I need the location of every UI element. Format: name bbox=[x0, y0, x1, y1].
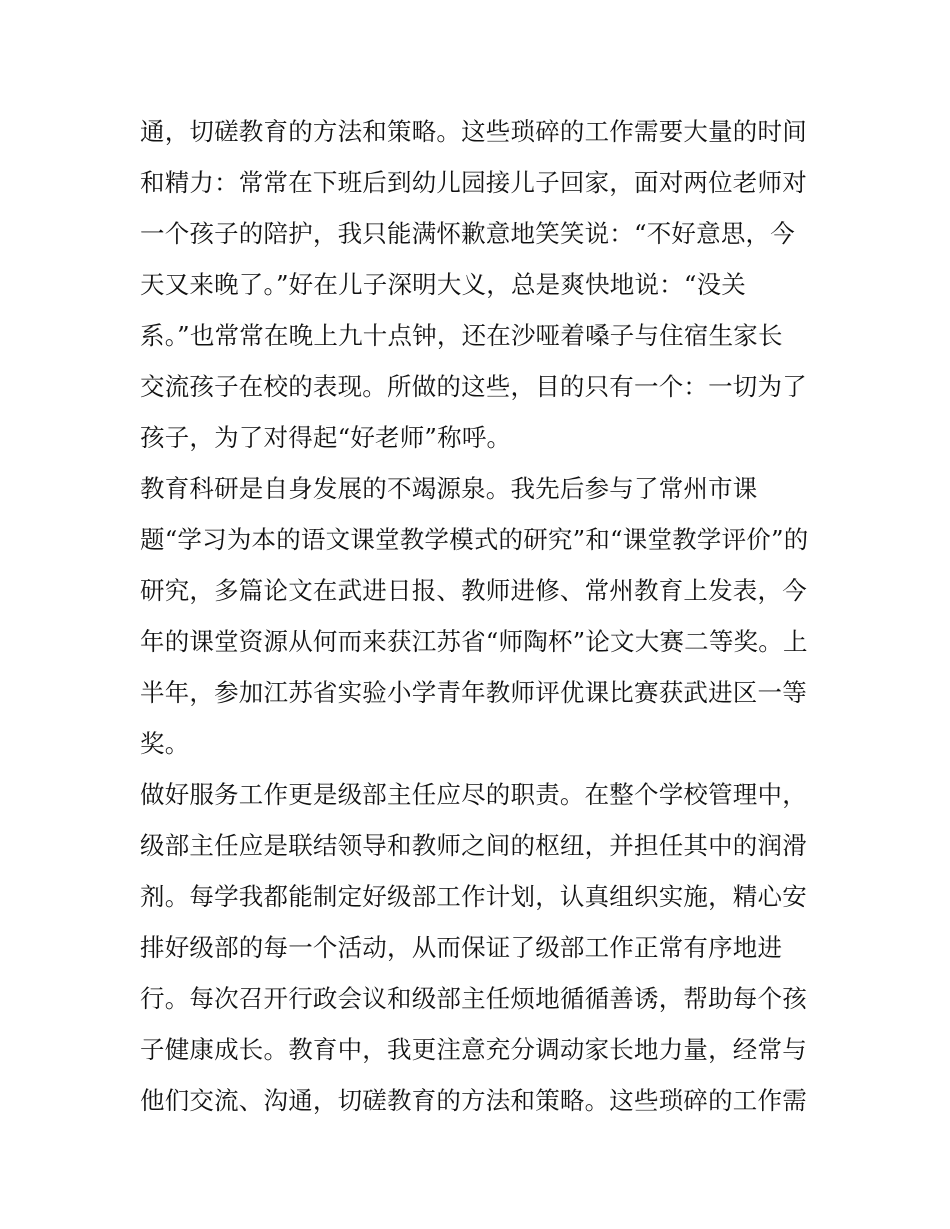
text-line: 通，切磋教育的方法和策略。这些琐碎的工作需要大量的时间 bbox=[140, 117, 807, 146]
text-line: 排好级部的每一个活动，从而保证了级部工作正常有序地进 bbox=[140, 933, 783, 962]
text-line: 天又来晚了。”好在儿子深明大义，总是爽快地说：“没关 bbox=[140, 270, 746, 299]
text-line: 孩子，为了对得起“好老师”称呼。 bbox=[140, 423, 512, 452]
text-line: 奖。 bbox=[140, 729, 190, 758]
text-line: 和精力：常常在下班后到幼儿园接儿子回家，面对两位老师对 bbox=[140, 168, 807, 197]
text-line: 教育科研是自身发展的不竭源泉。我先后参与了常州市课 bbox=[140, 474, 758, 503]
text-line: 交流孩子在校的表现。所做的这些，目的只有一个：一切为了 bbox=[140, 372, 807, 401]
text-line: 题“学习为本的语文课堂教学模式的研究”和“课堂教学评价”的 bbox=[140, 525, 809, 554]
text-line: 剂。每学我都能制定好级部工作计划，认真组织实施，精心安 bbox=[140, 882, 807, 911]
text-line: 半年，参加江苏省实验小学青年教师评优课比赛获武进区一等 bbox=[140, 678, 807, 707]
text-line: 子健康成长。教育中，我更注意充分调动家长地力量，经常与 bbox=[140, 1035, 807, 1064]
body-text bbox=[140, 106, 820, 1126]
text-line: 行。每次召开行政会议和级部主任烦地循循善诱，帮助每个孩 bbox=[140, 984, 807, 1013]
text-line: 做好服务工作更是级部主任应尽的职责。在整个学校管理中， bbox=[140, 780, 807, 809]
text-line: 系。”也常常在晚上九十点钟，还在沙哑着嗓子与住宿生家长 bbox=[140, 321, 783, 350]
text-line: 级部主任应是联结领导和教师之间的枢纽，并担任其中的润滑 bbox=[140, 831, 807, 860]
text-line: 年的课堂资源从何而来获江苏省“师陶杯”论文大赛二等奖。上 bbox=[140, 627, 808, 656]
text-line: 研究，多篇论文在武进日报、教师进修、常州教育上发表，今 bbox=[140, 576, 807, 605]
text-line: 一个孩子的陪护，我只能满怀歉意地笑笑说：“不好意思，今 bbox=[140, 219, 795, 248]
text-line: 他们交流、沟通，切磋教育的方法和策略。这些琐碎的工作需 bbox=[140, 1086, 807, 1115]
